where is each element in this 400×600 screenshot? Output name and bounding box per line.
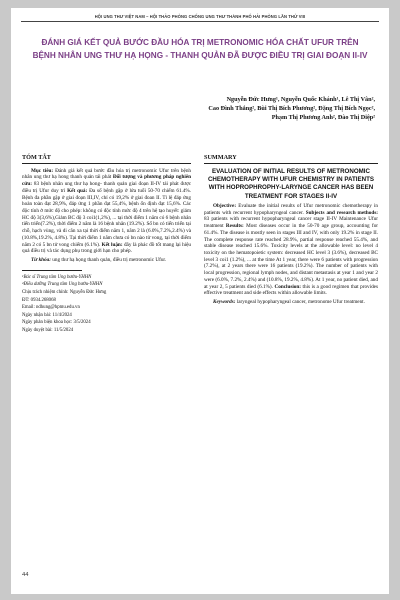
keywords [22, 257, 191, 264]
summary-paragraph [204, 203, 378, 297]
section-heading-summary: SUMMARY [204, 155, 378, 164]
footnote: Chịu trách nhiệm chính: Nguyễn Đức Hưng [22, 289, 107, 295]
text-methods-en: 83 patients with recurrent hypopharyngeal cancer stage II-IV Maintenance Ufur treatment [204, 216, 378, 230]
label-methods: Đối tượng và phương pháp nghiên cứu: [22, 174, 192, 188]
text-objective-en: Evaluate the initial results of Ufur metronomic chemotherapy in patients with recurrent hypopharyngeal cancer. [204, 202, 379, 216]
journal-page [11, 8, 389, 594]
author-line: Nguyễn Đức Hưng¹, Nguyễn Quốc Khánh¹, Lê Thị Vân², [226, 96, 375, 103]
section-heading-tomtat: TÓM TẮT [22, 155, 191, 164]
footnote: Email: ndhung@hpmu.edu.vn [22, 305, 80, 311]
keywords-text-en: laryngeal hypopharyngeal cancer, metronome Ufur treatment. [236, 298, 365, 305]
keywords-text: ung thư hạ họng thanh quản, điều trị metronomic Ufur. [52, 257, 167, 264]
text-methods: 83 bệnh nhân ung thư hạ hong- thanh quản giai đoạn II-IV tái phát được điều trị Ufur duy trì [22, 181, 191, 194]
abstract-paragraph [22, 168, 191, 255]
text-conclusion-en: this is a good regimen that provides effective treatment and side effects within allowable limits. [204, 283, 378, 297]
text-objective: Đánh giá kết quả bước đầu hóa trị metronomic Ufur trên bệnh nhân ung thư hạ hong thanh quản tái phát [22, 167, 192, 181]
keywords-en [204, 299, 378, 306]
page-number: 44 [22, 572, 29, 578]
label-objective: Mục tiêu: [31, 167, 54, 174]
english-summary-column [204, 155, 378, 306]
footnote: ²Điều dưỡng Trung tâm Ung bướu-YHHN [22, 282, 103, 288]
vietnamese-abstract-column [22, 155, 191, 335]
footnote: Ngày nhận bài: 11/4/2024 [22, 312, 72, 318]
text-results: Đa số bệnh gặp ở lứa tuổi 50-70 chiếm 61.4%. Bệnh đa phần gặp ở giai đoạn III,IV, chỉ có 19,2% ở giai đoan II. Tỉ lệ đáp ứng hoàn toàn đạt 28,9%, đáp ứng 1 phần đạt 55,4%, bệnh ổn định đạt 15,6%. Các độc tính ở mức độ cho phép: không có độc tính mức độ 4 trên hệ tạo huyết: giảm HC độ 3(3,6%),Giảm BC độ 3 coi1(1,2%), ... tại thời điểm 1 năm có 6 bệnh nhân tiến triển(7.2%), thời điểm 2 năm là 16 bệnh nhân (19.2%). Số bn có tiến triển tại chỗ, hạch vùng, và di căn xa tại thời điểm năm 1, năm 2 là (6.0%,7.2%,2.4%) và (10.8%,19.2%, 4.8%). Tại thời điểm 1 năm chưa có bn nào tử vong, tại thời điểm năm 2 có 5 bn tử vong chiếm (6.1%). [22, 187, 192, 248]
label-results-en: Results: [225, 223, 244, 230]
footnote: ĐT: 0934.268068 [22, 297, 56, 303]
english-title: EVALUATION OF INITIAL RESULTS OF METRONOMIC CHEMOTHERAPY WITH UFUR CHEMISTRY IN PATIENTS WITH HOPROPHROPHY-LARYNGE CANCER HAS BEEN TREATMENT FOR STAGES II-IV [207, 167, 375, 200]
label-objective-en: Objective: [213, 202, 237, 209]
footnote: Ngày duyệt bài: 11/5/2024 [22, 327, 74, 333]
label-conclusion: Kết luận: [101, 241, 123, 248]
keywords-label-en: Keywords: [213, 298, 236, 305]
label-results: Kết quả: [67, 187, 88, 194]
footnote-divider [22, 270, 82, 271]
label-conclusion-en: Conclusion: [274, 283, 302, 290]
keywords-label: Từ khóa: [31, 257, 51, 264]
footnote: Ngày phản biện khoa học: 3/5/2024 [22, 320, 91, 326]
text-results-en: Most diseases occur in the 50-70 age group, accounting for 61.4%. The disease is mostly seen in stages III and IV, with only 19.2% in stage II. The complete response rate reached 28.9%, partial response reached 55.4%, and stable disease reached 15.6%. Toxicity levels at the allowable level: no level 4 toxicity on the hematopoietic system: decreased HC level 3 (3.6%), decreased BC level 3 coi1 (1.2%), ... at the time At 1 year, there were 6 patients with progression (7.2%), at 2 years there were 16 patients (19.2%). The number of patients with local progression, regional lymph nodes, and distant metastasis at year 1 and year 2 were (6.0%, 7.2%, 2.4%) and (10.8%, 19.2%, 4.8%). At 1 year, no patient died, and at year 2, 5 patients died (6.1%). [204, 223, 379, 290]
running-header: HỘI UNG THƯ VIỆT NAM – HỘI THẢO PHÒNG CHỐNG UNG THƯ THÀNH PHỐ HẢI PHÒNG LẦN THỨ VIII [21, 14, 379, 22]
footnote: ¹Bác sĩ Trung tâm Ung bướu-YHHN [22, 274, 92, 280]
author-list [185, 95, 375, 122]
author-line: Phạm Thị Phương Anh², Đào Thị Diệp² [271, 114, 375, 121]
label-methods-en: Subjects and research methods: [305, 209, 378, 216]
text-conclusion: đây là phác đồ tốt mang lại hiệu quả điều trị và tác dụng phụ trong giới hạn cho phép. [22, 241, 191, 255]
article-title: ĐÁNH GIÁ KẾT QUẢ BƯỚC ĐẦU HÓA TRỊ METRONOMIC HÓA CHẤT UFUR TRÊN BỆNH NHÂN UNG THƯ HẠ HỌNG - THANH QUẢN ĐÃ ĐƯỢC ĐIỀU TRỊ GIAI ĐOẠN II-IV [32, 38, 368, 60]
author-line: Cao Đình Thắng², Bùi Thị Bích Phương², Đặng Thị Bích Ngọc², [208, 105, 375, 112]
